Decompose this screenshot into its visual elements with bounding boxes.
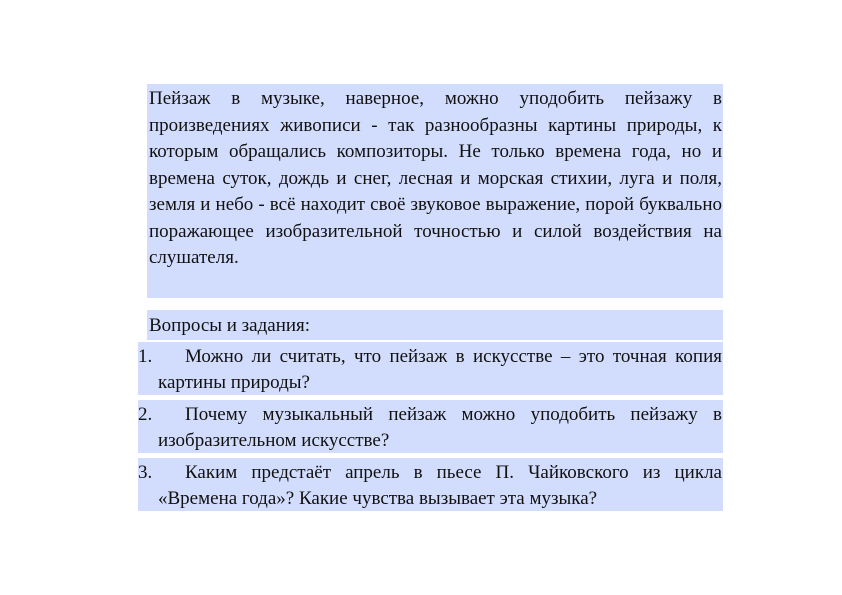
question-text-1 <box>138 342 723 396</box>
intro-paragraph: Пейзаж в музыке, наверное, можно уподобить пейзажу в произведениях живописи - так разнообразны картины природы, к которым обращались композиторы. Не только времена года, но и времена суток, дождь и снег, лесная и морская стихии, луга и поля, земля и небо - всё находит своё звуковое выражение, порой буквально поражающее изобразительной точностью и силой воздействия на слушателя. <box>149 88 722 268</box>
intro-paragraph-block <box>147 84 723 298</box>
question-body-1: Можно ли считать, что пейзаж в искусстве – это точная копия картины природы? <box>158 346 722 393</box>
question-number-3: 3. <box>138 462 153 483</box>
question-number-2: 2. <box>138 404 153 425</box>
question-text-2 <box>138 400 723 454</box>
questions-title-block <box>147 310 723 340</box>
question-body-3: Каким предстаёт апрель в пьесе П. Чайковского из цикла «Времена года»? Какие чувства вызывает эта музыка? <box>158 462 722 509</box>
question-item-3 <box>138 458 723 511</box>
questions-title: Вопросы и задания: <box>149 315 311 336</box>
question-item-1 <box>138 342 723 395</box>
question-number-1: 1. <box>138 346 153 367</box>
question-text-3 <box>138 458 723 512</box>
question-item-2 <box>138 400 723 453</box>
question-body-2: Почему музыкальный пейзаж можно уподобить пейзажу в изобразительном искусстве? <box>158 404 722 451</box>
